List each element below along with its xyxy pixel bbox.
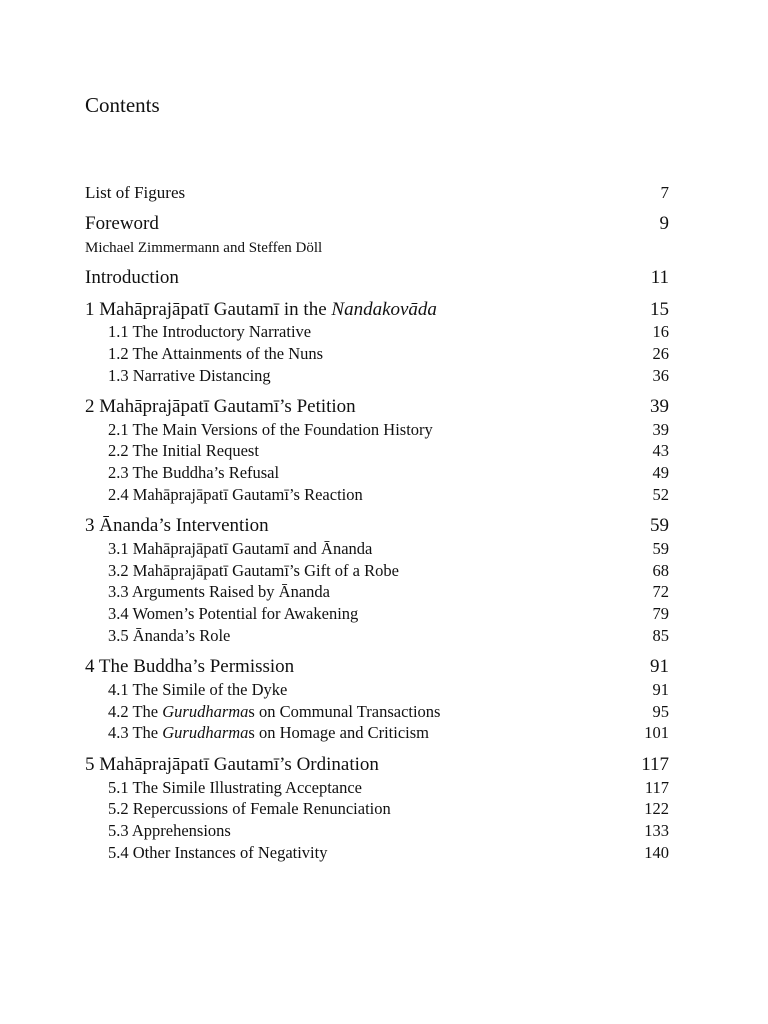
toc-section-5-2 xyxy=(85,799,669,819)
toc-entry-page: 43 xyxy=(652,441,669,460)
toc-section-3-4 xyxy=(85,604,669,624)
title-italic: Nandakovāda xyxy=(331,299,437,320)
toc-section-1-2 xyxy=(85,344,669,364)
toc-entry-page: 52 xyxy=(652,485,669,504)
toc-section-1-3 xyxy=(85,366,669,386)
toc-entry-title: List of Figures xyxy=(85,183,186,202)
toc-section-2-1 xyxy=(85,420,669,440)
toc-section-5-1 xyxy=(85,778,669,798)
toc-entry-page: 122 xyxy=(644,799,669,818)
toc-entry-title: 2.2 The Initial Request xyxy=(108,441,259,460)
toc-entry-page: 117 xyxy=(644,778,669,797)
toc-entry-title: 3.3 Arguments Raised by Ānanda xyxy=(108,582,330,601)
toc-entry-page: 49 xyxy=(652,463,669,482)
toc-entry-title: 2.3 The Buddha’s Refusal xyxy=(108,463,280,482)
toc-section-3-5 xyxy=(85,626,669,646)
toc-entry-title: 3.4 Women’s Potential for Awakening xyxy=(108,604,359,623)
toc-section-2-3 xyxy=(85,463,669,483)
toc-entry-page: 16 xyxy=(652,322,669,341)
toc-entry-page: 59 xyxy=(652,539,669,558)
toc-entry-title: 1.3 Narrative Distancing xyxy=(108,366,271,385)
toc-section-4-3 xyxy=(85,723,669,743)
page-title: Contents xyxy=(85,93,160,117)
toc-entry-title: 3 Ānanda’s Intervention xyxy=(85,515,269,536)
title-text-after: s on Communal Transactions xyxy=(248,702,441,721)
title-text-after: s on Homage and Criticism xyxy=(248,723,429,742)
toc-entry-title xyxy=(108,702,440,722)
foreword-authors: Michael Zimmermann and Steffen Döll xyxy=(85,240,323,256)
toc-entry-title: 3.5 Ānanda’s Role xyxy=(108,626,231,645)
toc-chapter-1 xyxy=(85,298,669,322)
toc-section-3-2 xyxy=(85,561,669,581)
toc-entry-page: 91 xyxy=(652,680,669,699)
toc-entry-title: Introduction xyxy=(85,267,179,288)
title-text: 1 Mahāprajāpatī Gautamī in the xyxy=(85,299,332,320)
toc-chapter-2 xyxy=(85,395,669,419)
toc-entry-title: 4.1 The Simile of the Dyke xyxy=(108,680,288,699)
toc-entry-title: 2 Mahāprajāpatī Gautamī’s Petition xyxy=(85,396,356,417)
toc-chapter-5 xyxy=(85,753,669,777)
toc-entry-title: 3.1 Mahāprajāpatī Gautamī and Ānanda xyxy=(108,539,373,558)
toc-entry-page: 7 xyxy=(660,183,669,202)
toc-entry-page: 9 xyxy=(659,213,669,234)
toc-entry-page: 11 xyxy=(650,267,669,288)
toc-entry-page: 26 xyxy=(652,344,669,363)
toc-entry-title: 5.3 Apprehensions xyxy=(108,821,231,840)
toc-entry-page: 79 xyxy=(652,604,669,623)
toc-section-3-1 xyxy=(85,539,669,559)
toc-section-4-1 xyxy=(85,680,669,700)
toc-section-2-2 xyxy=(85,441,669,461)
toc-entry-title: 5.4 Other Instances of Negativity xyxy=(108,843,328,862)
toc-entry-page: 68 xyxy=(652,561,669,580)
toc-entry-page: 85 xyxy=(652,626,669,645)
toc-section-5-3 xyxy=(85,821,669,841)
toc-entry-title: 4 The Buddha’s Permission xyxy=(85,656,295,677)
toc-entry-page: 91 xyxy=(650,656,669,677)
toc-entry-title: Foreword xyxy=(85,213,159,234)
toc-entry-introduction xyxy=(85,266,669,290)
toc-section-3-3 xyxy=(85,582,669,602)
toc-entry-page: 59 xyxy=(650,515,669,536)
title-italic: Gurudharma xyxy=(162,723,249,742)
toc-entry-page: 39 xyxy=(650,396,669,417)
title-italic: Gurudharma xyxy=(162,702,249,721)
title-text: 4.3 The xyxy=(108,723,163,742)
toc-entry-page: 39 xyxy=(652,420,669,439)
toc-entry-title: 3.2 Mahāprajāpatī Gautamī’s Gift of a Robe xyxy=(108,561,399,580)
toc-entry-title xyxy=(108,723,429,743)
title-text: 4.2 The xyxy=(108,702,163,721)
toc-entry-page: 72 xyxy=(652,582,669,601)
toc-entry-title: 5 Mahāprajāpatī Gautamī’s Ordination xyxy=(85,754,379,775)
toc-entry-list-of-figures xyxy=(85,182,669,204)
toc-entry-page: 140 xyxy=(644,843,669,862)
toc-entry-title: 2.4 Mahāprajāpatī Gautamī’s Reaction xyxy=(108,485,363,504)
toc-section-5-4 xyxy=(85,843,669,863)
toc-entry-page: 101 xyxy=(644,723,669,742)
toc-entry-page: 15 xyxy=(650,299,669,320)
toc-entry-page: 36 xyxy=(652,366,669,385)
toc-entry-title: 1.1 The Introductory Narrative xyxy=(108,322,312,341)
toc-chapter-3 xyxy=(85,514,669,538)
toc-section-2-4 xyxy=(85,485,669,505)
toc-entry-page: 117 xyxy=(641,754,669,775)
toc-chapter-4 xyxy=(85,655,669,679)
toc-entry-foreword xyxy=(85,212,669,236)
toc-entry-title: 5.2 Repercussions of Female Renunciation xyxy=(108,799,391,818)
toc-section-1-1 xyxy=(85,322,669,342)
toc-section-4-2 xyxy=(85,702,669,722)
toc-entry-title: 5.1 The Simile Illustrating Acceptance xyxy=(108,778,363,797)
toc-entry-page: 133 xyxy=(644,821,669,840)
toc-entry-title: 2.1 The Main Versions of the Foundation History xyxy=(108,420,433,439)
toc-entry-page: 95 xyxy=(652,702,669,721)
toc-entry-title: 1.2 The Attainments of the Nuns xyxy=(108,344,324,363)
toc-entry-title xyxy=(85,298,437,322)
